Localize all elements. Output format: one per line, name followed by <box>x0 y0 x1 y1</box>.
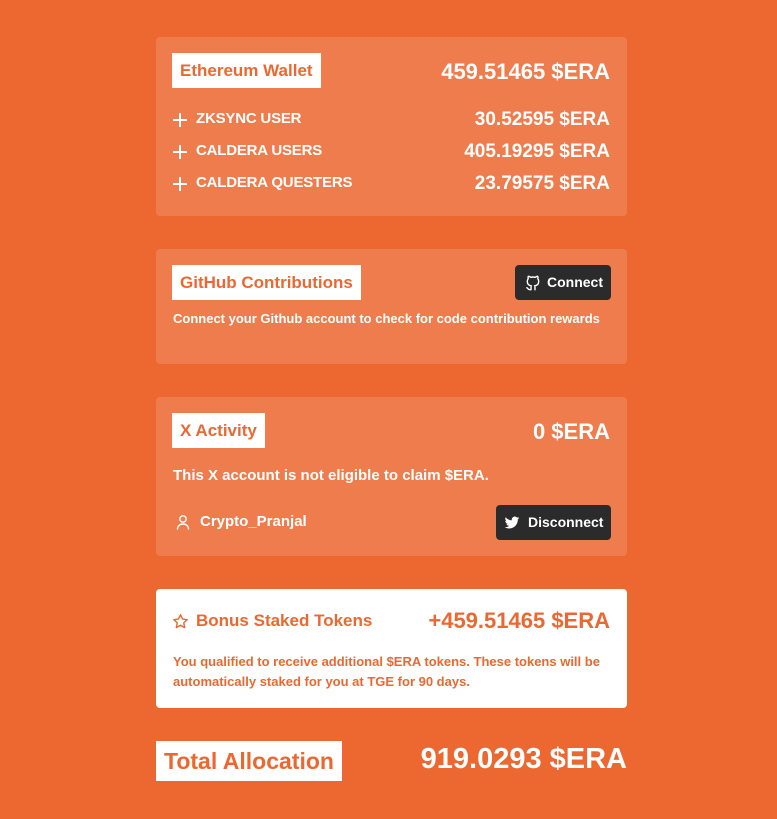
row-amount: 405.19295 $ERA <box>464 141 610 162</box>
bonus-card <box>156 589 627 708</box>
list-item <box>173 141 610 165</box>
x-activity-card <box>156 397 627 556</box>
ethereum-wallet-card <box>156 37 627 216</box>
star-icon <box>172 613 189 630</box>
row-label: ZKSYNC USER <box>196 110 302 127</box>
plus-icon <box>173 145 187 159</box>
bonus-description: You qualified to receive additional $ERA tokens. These tokens will be automatically staked for you at TGE for 90 days. <box>173 654 600 689</box>
twitter-icon <box>504 515 520 531</box>
row-amount: 30.52595 $ERA <box>474 109 610 130</box>
bonus-title: Bonus Staked Tokens <box>196 611 373 630</box>
plus-icon <box>173 113 187 127</box>
user-icon <box>175 514 191 530</box>
disconnect-button[interactable] <box>496 505 611 540</box>
total-allocation-label: Total Allocation <box>156 741 342 781</box>
total-allocation-amount: 919.0293 $ERA <box>420 743 627 775</box>
github-title: GitHub Contributions <box>172 265 361 300</box>
x-username: Crypto_Pranjal <box>200 513 307 530</box>
ethereum-wallet-amount: 459.51465 $ERA <box>441 59 610 84</box>
row-amount: 23.79575 $ERA <box>474 173 610 194</box>
x-activity-title: X Activity <box>172 413 265 448</box>
row-label: CALDERA QUESTERS <box>196 174 353 191</box>
github-icon <box>525 275 541 291</box>
list-item <box>173 109 610 133</box>
row-label: CALDERA USERS <box>196 142 323 159</box>
github-description: Connect your Github account to check for code contribution rewards <box>173 311 600 326</box>
github-card <box>156 249 627 364</box>
bonus-amount: +459.51465 $ERA <box>428 608 610 633</box>
x-activity-amount: 0 $ERA <box>532 419 610 444</box>
ethereum-wallet-title: Ethereum Wallet <box>172 53 321 88</box>
x-activity-status: This X account is not eligible to claim $ERA. <box>173 467 489 484</box>
connect-button[interactable] <box>515 265 611 300</box>
disconnect-button-label: Disconnect <box>528 514 604 530</box>
connect-button-label: Connect <box>547 274 603 290</box>
plus-icon <box>173 177 187 191</box>
list-item <box>173 173 610 197</box>
